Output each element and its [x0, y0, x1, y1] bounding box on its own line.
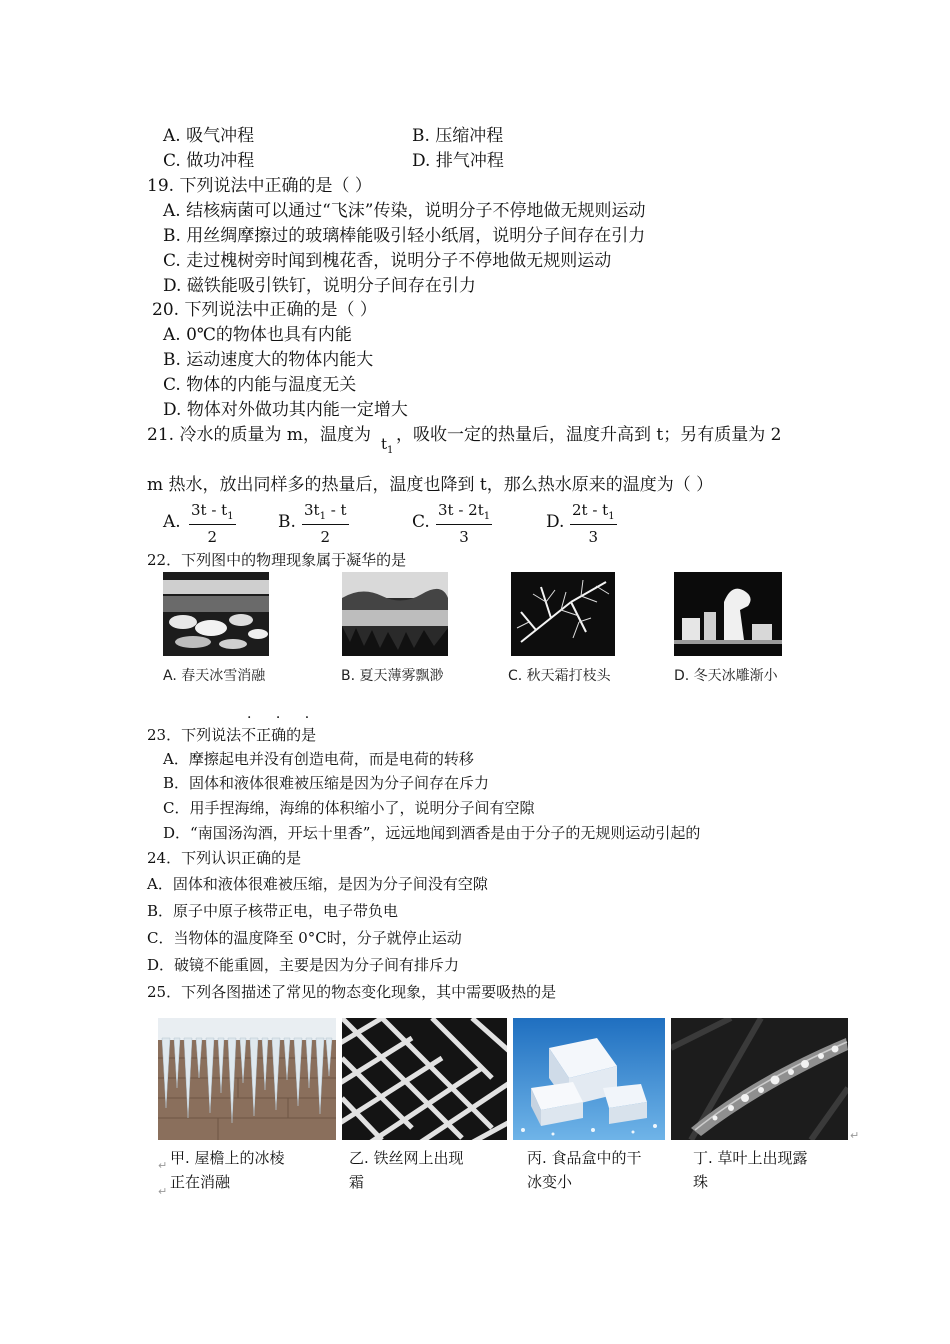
return-mark-icon: ↵ [158, 1185, 168, 1198]
q23-stem-end: 的是 [286, 726, 317, 744]
q25-caption-yi-line2: 霜 [349, 1173, 365, 1191]
q21-option-d-fraction [570, 501, 617, 546]
q21-stem-line2: m 热水，放出同样多的热量后，温度也降到 t，那么热水原来的温度为（ ） [147, 475, 714, 495]
q23-option-b: B．固体和液体很难被压缩是因为分子间存在斥力 [163, 774, 490, 792]
frost-wire-mesh-picture [342, 1018, 507, 1140]
q25-image-bing-dry-ice [513, 1018, 665, 1140]
q21-option-d-label: D. [546, 512, 565, 532]
q23-emphasis-dots: · · · [247, 710, 320, 726]
q18-option-c: C. 做功冲程 [163, 151, 255, 171]
q18-option-b: B. 压缩冲程 [412, 126, 504, 146]
q21-option-a-label: A. [163, 512, 181, 532]
q25-image-ding-dew [671, 1018, 848, 1140]
q25-return-mark-2 [158, 1182, 167, 1201]
q21-option-c-fraction [436, 501, 492, 546]
q23-option-d: D．“南国汤沟酒，开坛十里香”，远远地闻到酒香是由于分子的无规则运动引起的 [163, 824, 701, 842]
melting-ice-picture [163, 572, 269, 656]
q25-image-yi-frost-mesh [342, 1018, 507, 1140]
q20-option-a: A. 0℃的物体也具有内能 [163, 325, 352, 345]
q22-caption-c: C. 秋天霜打枝头 [508, 668, 611, 684]
q25-caption-jia-line2: 正在消融 [170, 1173, 231, 1191]
q24-option-b: B．原子中原子核带正电，电子带负电 [147, 902, 399, 920]
q22-image-b-mist [342, 572, 448, 656]
q19-option-b: B. 用丝绸摩擦过的玻璃棒能吸引轻小纸屑，说明分子间存在引力 [163, 226, 646, 246]
q20-option-d: D. 物体对外做功其内能一定增大 [163, 400, 408, 420]
q25-caption-bing-line1: 丙. 食品盒中的干 [527, 1149, 642, 1167]
q22-caption-d: D. 冬天冰雕渐小 [674, 668, 778, 684]
q21-option-d-numerator: $2t - t_1$ [570, 501, 617, 525]
q21-option-b-numerator: $3t_1$ - t [302, 501, 349, 525]
q21-option-a-numerator: $3t - t_1$ [189, 501, 236, 525]
q21-t1-sub: 1 [387, 445, 394, 456]
q22-image-c-frost [511, 572, 615, 656]
dry-ice-picture [513, 1018, 665, 1140]
q21-option-b-denominator: 2 [320, 528, 331, 546]
q25-return-mark-1 [158, 1156, 167, 1175]
q20-option-c: C. 物体的内能与温度无关 [163, 375, 357, 395]
q22-stem: 22．下列图中的物理现象属于凝华的是 [147, 551, 407, 569]
q20-stem: 20. 下列说法中正确的是（ ） [152, 300, 377, 320]
q21-option-d-denominator: 3 [588, 528, 599, 546]
q23-stem-start: 23．下列说法 [147, 726, 242, 744]
q21-t1-symbol [381, 434, 393, 461]
q25-caption-ding-line1: 丁. 草叶上出现露 [693, 1149, 808, 1167]
frost-branch-picture [511, 572, 615, 656]
q21-option-c-label: C. [412, 512, 430, 532]
q25-caption-jia-line1: 甲. 屋檐上的冰棱 [170, 1149, 285, 1167]
q24-option-d: D．破镜不能重圆，主要是因为分子间有排斥力 [147, 956, 460, 974]
icicles-picture [158, 1018, 336, 1140]
q19-option-a: A. 结核病菌可以通过“飞沫”传染，说明分子不停地做无规则运动 [163, 201, 646, 221]
q20-option-b: B. 运动速度大的物体内能大 [163, 350, 374, 370]
q21-option-a-fraction [189, 501, 236, 546]
q25-image-jia-icicles [158, 1018, 336, 1140]
q23-option-c: C．用手捏海绵，海绵的体积缩小了，说明分子间有空隙 [163, 799, 535, 817]
q21-option-b-fraction [302, 501, 349, 546]
return-mark-icon: ↵ [850, 1129, 860, 1142]
q24-option-a: A．固体和液体很难被压缩，是因为分子间没有空隙 [147, 875, 488, 893]
q19-option-d: D. 磁铁能吸引铁钉，说明分子间存在引力 [163, 276, 476, 296]
q25-caption-yi [349, 1146, 464, 1194]
q25-caption-bing-line2: 冰变小 [527, 1173, 573, 1191]
q21-option-a-denominator: 2 [207, 528, 218, 546]
q18-option-a: A. 吸气冲程 [163, 126, 255, 146]
q18-option-d: D. 排气冲程 [412, 151, 504, 171]
q25-caption-jia [170, 1146, 285, 1194]
q24-option-c: C．当物体的温度降至 0°C时，分子就停止运动 [147, 929, 462, 947]
q25-caption-ding-line2: 珠 [693, 1173, 709, 1191]
dew-on-grass-picture [671, 1018, 848, 1140]
q21-option-c-numerator: $3t - 2t_1$ [436, 501, 492, 525]
return-mark-icon: ↵ [158, 1159, 168, 1172]
ice-sculpture-picture [674, 572, 782, 656]
q19-option-c: C. 走过槐树旁时闻到槐花香，说明分子不停地做无规则运动 [163, 251, 612, 271]
q21-option-c-denominator: 3 [459, 528, 469, 546]
q22-caption-a: A. 春天冰雪消融 [163, 668, 266, 684]
q25-caption-yi-line1: 乙. 铁丝网上出现 [349, 1149, 464, 1167]
q25-caption-bing [527, 1146, 642, 1194]
q24-stem: 24．下列认识正确的是 [147, 849, 302, 867]
q23-stem-emphasis: 不正确 [241, 726, 287, 744]
q22-caption-b: B. 夏天薄雾飘渺 [341, 668, 444, 684]
mist-picture [342, 572, 448, 656]
q22-image-a-ice-melting [163, 572, 269, 656]
q21-stem-part2: ，吸收一定的热量后，温度升高到 t；另有质量为 2 [396, 425, 782, 445]
q21-stem-part1: 21. 冷水的质量为 m，温度为 [147, 425, 371, 445]
q22-image-d-ice-sculpture [674, 572, 782, 656]
q25-stem: 25．下列各图描述了常见的物态变化现象，其中需要吸热的是 [147, 983, 557, 1001]
q23-option-a: A．摩擦起电并没有创造电荷，而是电荷的转移 [163, 750, 474, 768]
q21-option-b-label: B. [278, 512, 296, 532]
q25-caption-ding [693, 1146, 808, 1194]
q19-stem: 19. 下列说法中正确的是（ ） [147, 176, 372, 196]
q21-t1-letter: t [381, 435, 388, 453]
q25-return-mark-image-row [850, 1126, 859, 1145]
q23-stem [147, 725, 316, 745]
